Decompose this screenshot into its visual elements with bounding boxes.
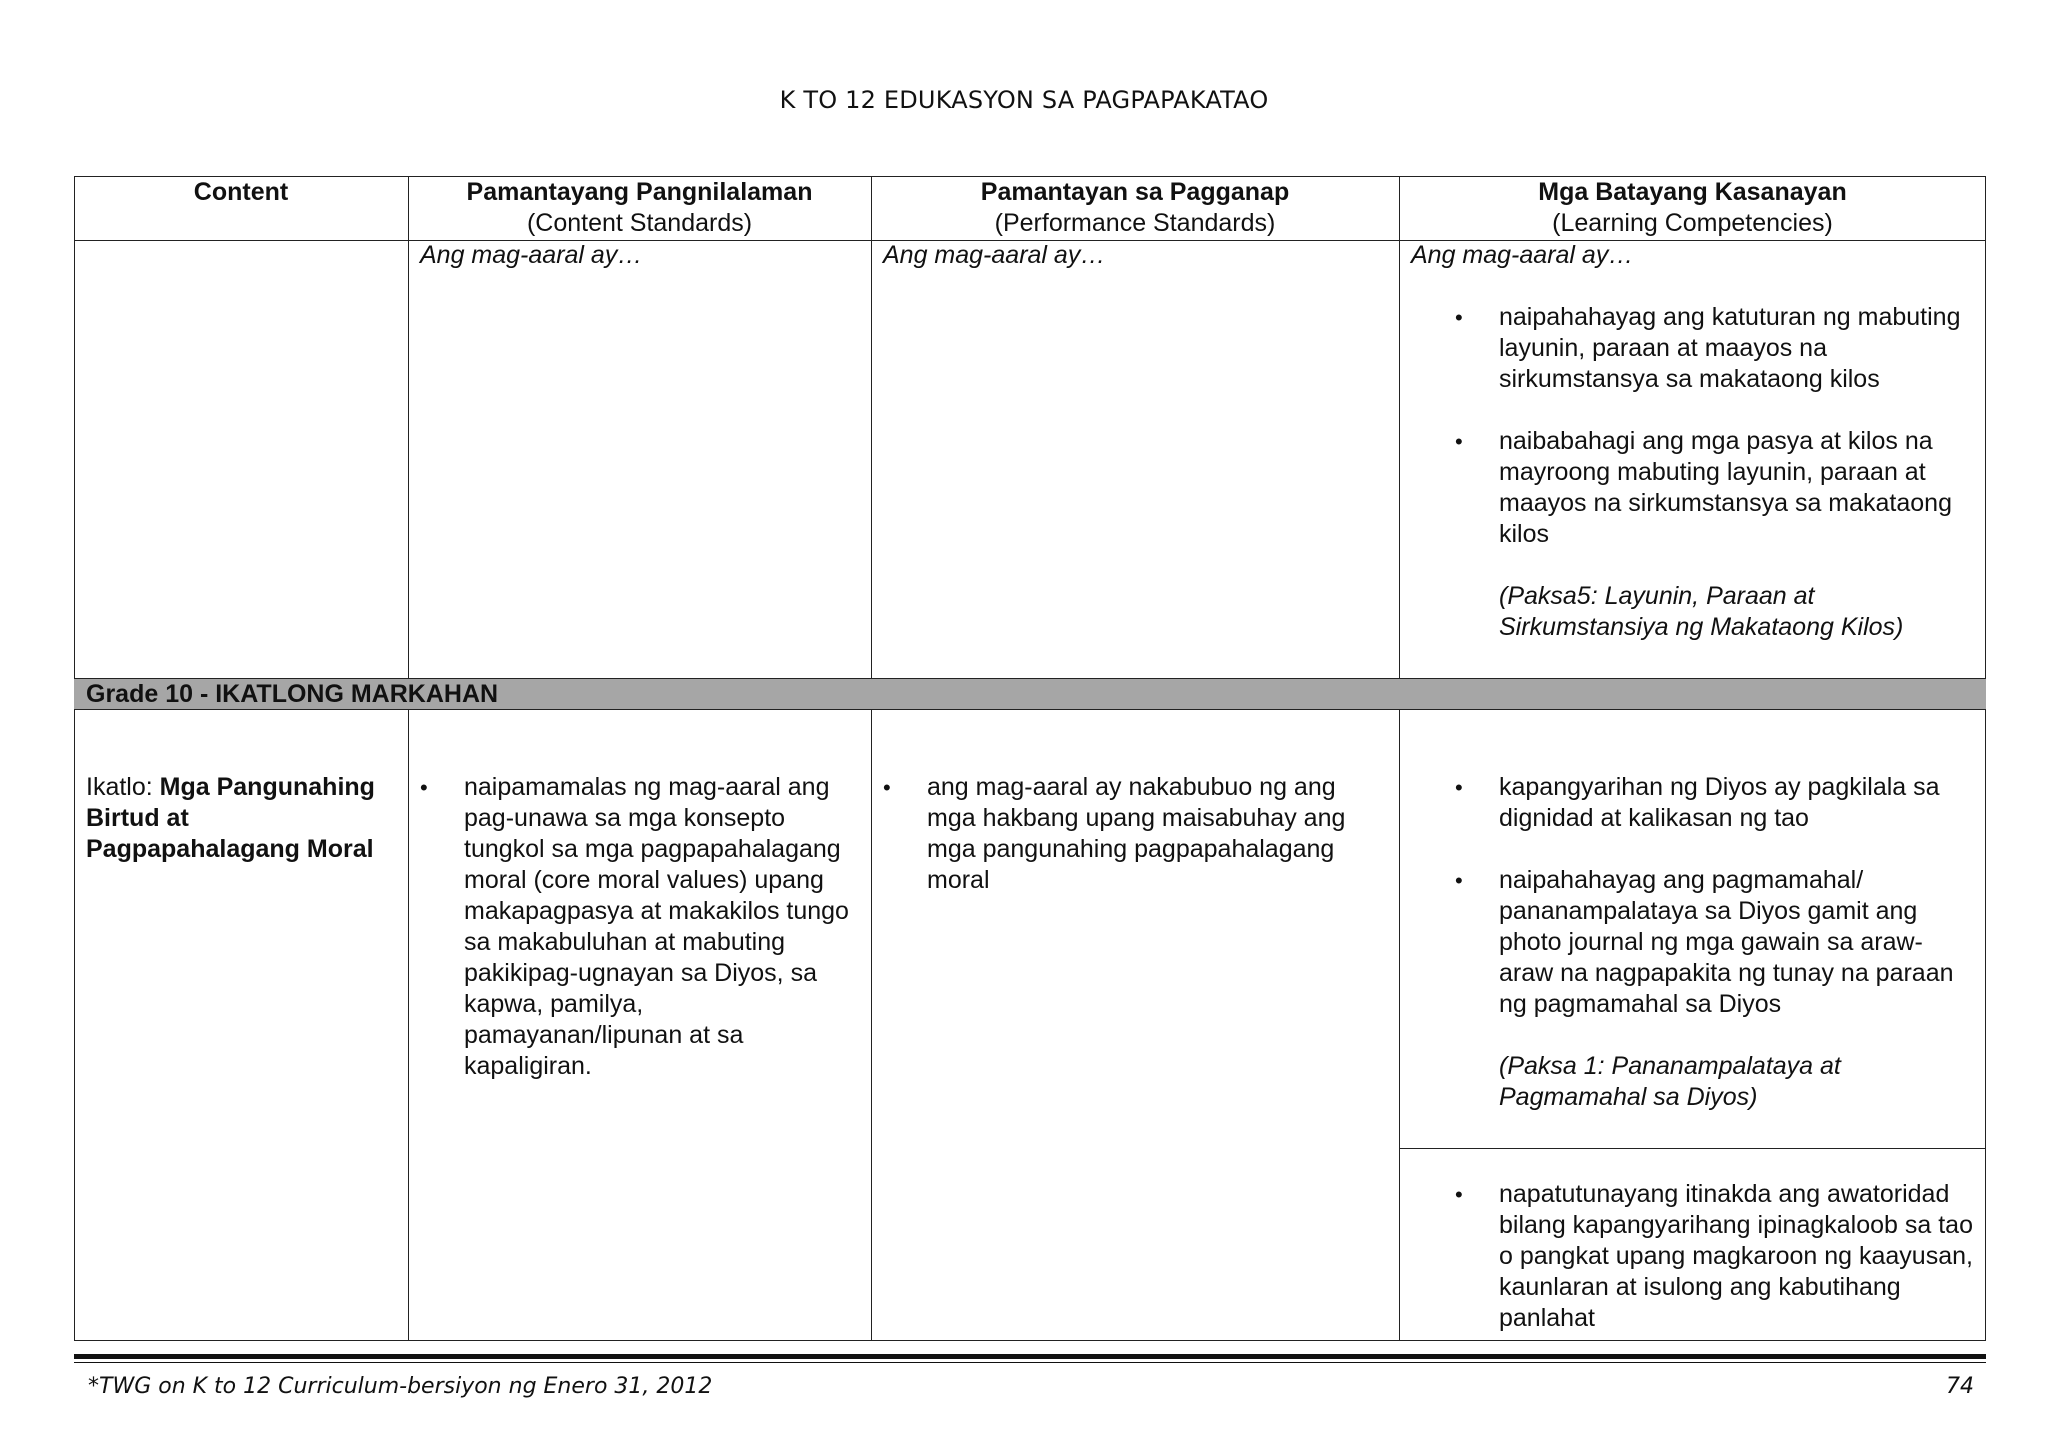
row2-competency-list — [1455, 772, 1976, 1020]
col-border-2 — [871, 176, 872, 1341]
header-learning-competencies-title: Mga Batayang Kasanayan — [1538, 178, 1847, 206]
row2-content-standards — [420, 772, 860, 1082]
header-performance-standards-title: Pamantayan sa Pagganap — [980, 178, 1290, 206]
list-item: • napatutunayang itinakda ang awatoridad bilang kapangyarihang ipinagkaloob sa tao o pangkat upang magkaroon ng kaayusan, kaunlaran at isulong ang kabutihang panlahat — [1455, 1179, 1976, 1334]
header-learning-competencies-sub: (Learning Competencies) — [1552, 209, 1833, 237]
header-content-standards — [408, 177, 871, 239]
section-band: Grade 10 - IKATLONG MARKAHAN — [74, 678, 1986, 710]
footer-rule-thin — [74, 1362, 1986, 1363]
competency-split-border — [1399, 1148, 1986, 1149]
page-title: K TO 12 EDUKASYON SA PAGPAPAKATAO — [779, 86, 1269, 114]
col-border-left — [74, 176, 75, 1341]
footer-note: *TWG on K to 12 Curriculum-bersiyon ng Enero 31, 2012 — [88, 1374, 713, 1399]
header-content-title: Content — [193, 178, 289, 206]
row2-content-title: Mga Pangunahing Birtud at Pagpapahalagang Moral — [86, 773, 375, 863]
header-performance-standards-sub: (Performance Standards) — [994, 209, 1276, 237]
col-border-right — [1985, 176, 1986, 1341]
list-item: • naipahahayag ang katuturan ng mabuting layunin, paraan at maayos na sirkumstansya sa makataong kilos — [1455, 302, 1976, 395]
row1-competencies — [1411, 240, 1976, 643]
list-item: • naipamamalas ng mag-aaral ang pag-unawa sa mga konsepto tungkol sa mga pagpapahalagang moral (core moral values) upang makapagpasya at makakilos tungo sa makabuluhan at mabuting pakikipag-ugnayan sa Diyos, sa kapwa, pamilya, pamayanan/lipunan at sa kapaligiran. — [420, 772, 860, 1082]
header-performance-standards — [871, 177, 1399, 239]
row1-content-standards-lead: Ang mag-aaral ay… — [420, 241, 643, 269]
row2-content-prefix: Ikatlo: — [86, 773, 160, 801]
header-content-standards-title: Pamantayang Pangnilalaman — [466, 178, 813, 206]
row2-content — [86, 772, 396, 865]
list-item: • naipahahayag ang pagmamahal/ pananampalataya sa Diyos gamit ang photo journal ng mga gawain sa araw-araw na nagpapakita ng tunay na paraan ng pagmamahal sa Diyos — [1455, 865, 1976, 1020]
row2-competencies-next — [1411, 1179, 1976, 1334]
row2-topic-note: (Paksa 1: Pananampalataya at Pagmamahal sa Diyos) — [1499, 1052, 1841, 1111]
header-learning-competencies — [1399, 177, 1986, 239]
header-content-standards-sub: (Content Standards) — [526, 209, 753, 237]
page-number: 74 — [1946, 1374, 1974, 1399]
list-item: • ang mag-aaral ay nakabubuo ng ang mga hakbang upang maisabuhay ang mga pangunahing pagpapahalagang moral — [883, 772, 1391, 896]
row2-performance-standards — [883, 772, 1391, 896]
curriculum-table — [74, 176, 1986, 1341]
row1-competency-list — [1455, 302, 1976, 550]
row1-competencies-lead: Ang mag-aaral ay… — [1411, 241, 1634, 269]
list-item: • kapangyarihan ng Diyos ay pagkilala sa dignidad at kalikasan ng tao — [1455, 772, 1976, 834]
footer-rule-thick — [74, 1354, 1986, 1359]
table-bottom-border — [74, 1340, 1986, 1341]
header-content — [74, 177, 408, 208]
row2-competencies — [1411, 772, 1976, 1113]
list-item: • naibabahagi ang mga pasya at kilos na mayroong mabuting layunin, paraan at maayos na sirkumstansya sa makataong kilos — [1455, 426, 1976, 550]
row1-performance-standards-lead: Ang mag-aaral ay… — [883, 241, 1106, 269]
row1-topic-note: (Paksa5: Layunin, Paraan at Sirkumstansiya ng Makataong Kilos) — [1499, 582, 1904, 641]
col-border-1 — [408, 176, 409, 1341]
col-border-3 — [1399, 176, 1400, 1341]
